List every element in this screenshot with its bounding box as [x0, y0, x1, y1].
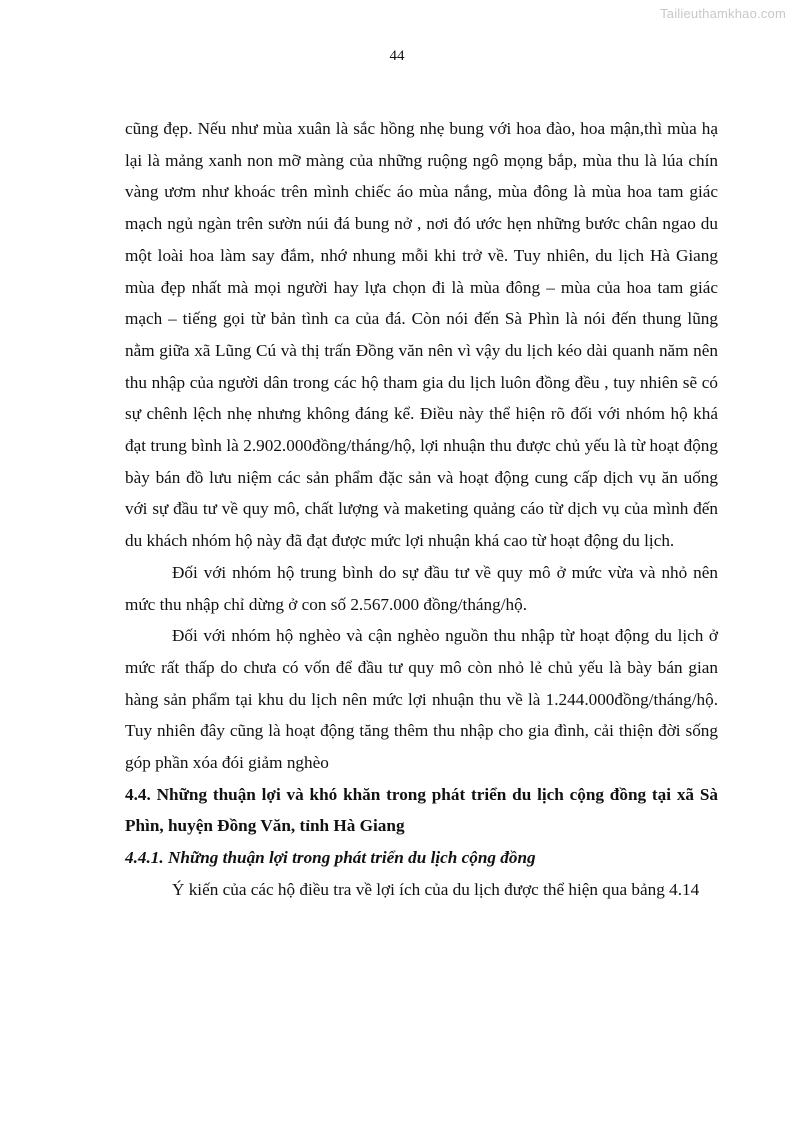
paragraph-medium-households: Đối với nhóm hộ trung bình do sự đầu tư về quy mô ở mức vừa và nhỏ nên mức thu nhập chỉ dừng ở con số 2.567.000 đồng/tháng/hộ.	[125, 562, 718, 614]
watermark: Tailieuthamkhao.com	[660, 6, 786, 21]
section-heading: 4.4. Những thuận lợi và khó khăn trong phát triển du lịch cộng đồng tại xã Sà Phìn, huyện Đồng Văn, tỉnh Hà Giang	[125, 784, 718, 836]
page-number: 44	[389, 48, 405, 64]
paragraph-continued: cũng đẹp. Nếu như mùa xuân là sắc hồng nhẹ bung với hoa đào, hoa mận,thì mùa hạ lại là mảng xanh non mỡ màng của những ruộng ngô mọng bắp, mùa thu là lúa chín vàng ươm như khoác trên mình chiếc áo mùa nắng, mùa đông là mùa hoa tam giác mạch ngủ ngàn trên sườn núi đá bung nở , nơi đó ước hẹn những bước chân ngao du một loài hoa làm say đắm, nhớ nhung mỗi khi trở về. Tuy nhiên, du lịch Hà Giang mùa đẹp nhất mà mọi người hay lựa chọn đi là mùa đông – mùa của hoa tam giác mạch – tiếng gọi từ bản tình ca của đá. Còn nói đến Sà Phìn là nói đến thung lũng nằm giữa xã Lũng Cú và thị trấn Đồng văn nên vì vậy du lịch kéo dài quanh năm nên thu nhập của người dân trong các hộ tham gia du lịch luôn đồng đều , tuy nhiên sẽ có sự chênh lệch nhẹ nhưng không đáng kể. Điều này thể hiện rõ đối với nhóm hộ khá đạt trung bình là 2.902.000đồng/tháng/hộ, lợi nhuận thu được chủ yếu là từ hoạt động bày bán đồ lưu niệm các sản phẩm đặc sản và hoạt động cung cấp dịch vụ ăn uống với sự đầu tư về quy mô, chất lượng và maketing quảng cáo từ dịch vụ của mình đến du khách nhóm hộ này đã đạt được mức lợi nhuận khá cao từ hoạt động du lịch.	[125, 119, 718, 551]
subsection-heading: 4.4.1. Những thuận lợi trong phát triển du lịch cộng đồng	[125, 848, 536, 868]
document-body	[125, 113, 718, 906]
closing-paragraph: Ý kiến của các hộ điều tra về lợi ích của du lịch được thể hiện qua bảng 4.14	[172, 879, 700, 899]
paragraph-poor-households: Đối với nhóm hộ nghèo và cận nghèo nguồn thu nhập từ hoạt động du lịch ở mức rất thấp do chưa có vốn để đầu tư quy mô còn nhỏ lẻ chủ yếu là bày bán gian hàng sản phẩm tại khu du lịch nên mức lợi nhuận thu về là 1.244.000đồng/tháng/hộ. Tuy nhiên đây cũng là hoạt động tăng thêm thu nhập cho gia đình, cải thiện đời sống góp phần xóa đói giảm nghèo	[125, 626, 718, 773]
